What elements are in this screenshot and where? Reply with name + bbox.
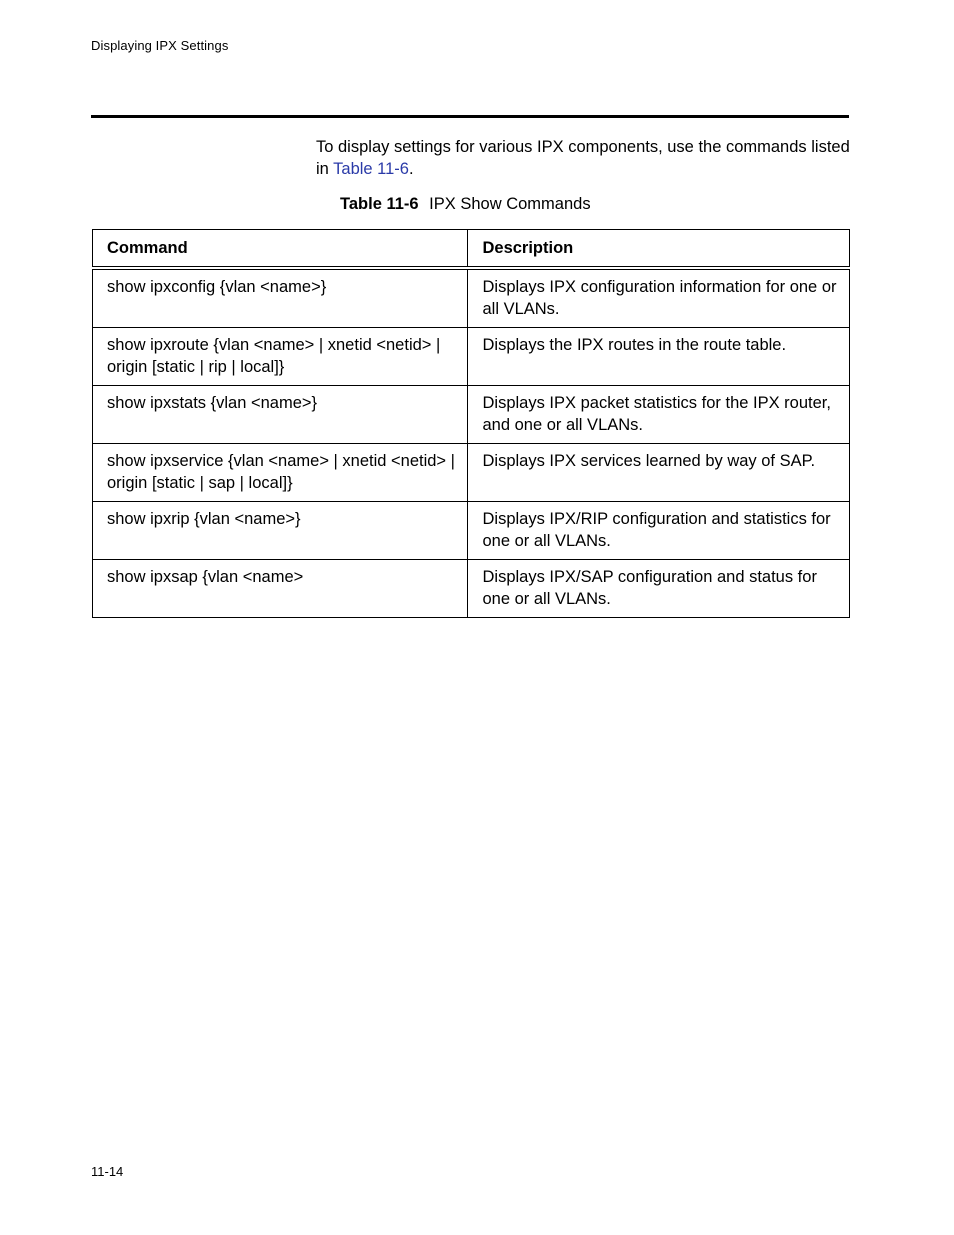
table-caption-number: Table 11-6 (340, 195, 419, 213)
table-row (93, 268, 850, 328)
ipx-show-commands-table (92, 229, 850, 618)
running-header: Displaying IPX Settings (91, 38, 229, 53)
command-cell: show ipxrip {vlan <name>} (93, 502, 468, 560)
command-cell: show ipxsap {vlan <name> (93, 560, 468, 618)
command-cell: show ipxservice {vlan <name> | xnetid <netid> | origin [static | sap | local]} (93, 444, 468, 502)
table-row (93, 386, 850, 444)
intro-paragraph (316, 136, 851, 180)
intro-period: . (408, 160, 414, 178)
table-caption-title: IPX Show Commands (429, 195, 591, 213)
page-number: 11-14 (91, 1164, 124, 1179)
description-cell: Displays IPX/RIP configuration and statistics for one or all VLANs. (468, 502, 850, 560)
table-row (93, 560, 850, 618)
table-link[interactable]: Table 11-6 (333, 160, 409, 178)
section-rule (91, 115, 849, 118)
description-cell: Displays IPX/SAP configuration and status for one or all VLANs. (468, 560, 850, 618)
command-cell: show ipxconfig {vlan <name>} (93, 268, 468, 328)
table-caption (340, 195, 591, 214)
table-row (93, 502, 850, 560)
description-cell: Displays the IPX routes in the route table. (468, 328, 850, 386)
table-row (93, 328, 850, 386)
table-header-row (93, 230, 850, 269)
description-cell: Displays IPX packet statistics for the IPX router, and one or all VLANs. (468, 386, 850, 444)
intro-text: To display settings for various IPX components, use the commands listed in (316, 138, 850, 178)
table-row (93, 444, 850, 502)
command-cell: show ipxstats {vlan <name>} (93, 386, 468, 444)
description-cell: Displays IPX services learned by way of SAP. (468, 444, 850, 502)
column-header-command: Command (93, 230, 468, 269)
description-cell: Displays IPX configuration information for one or all VLANs. (468, 268, 850, 328)
command-cell: show ipxroute {vlan <name> | xnetid <netid> | origin [static | rip | local]} (93, 328, 468, 386)
column-header-description: Description (468, 230, 850, 269)
